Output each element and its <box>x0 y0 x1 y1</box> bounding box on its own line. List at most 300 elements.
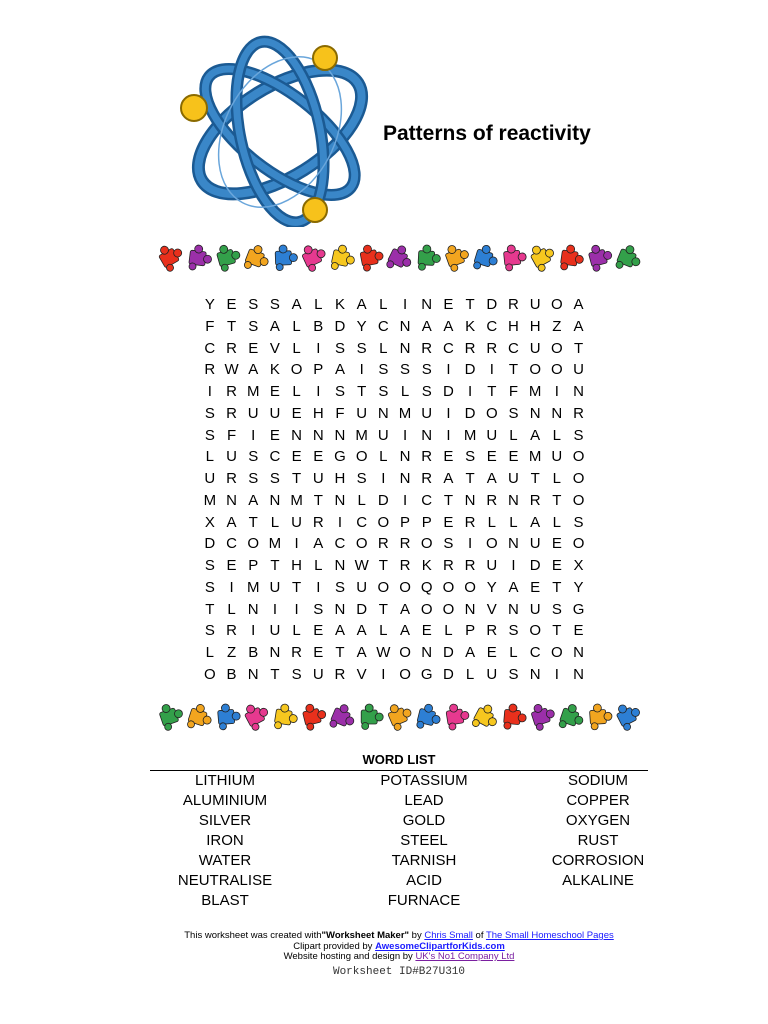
credits-line-3 <box>0 952 768 963</box>
word-list-item: SODIUM <box>568 772 628 789</box>
grid-letter: I <box>294 600 299 618</box>
grid-letter: T <box>508 361 519 379</box>
grid-letter: D <box>529 557 541 574</box>
grid-letter: U <box>421 404 433 422</box>
grid-letter: U <box>529 296 541 313</box>
grid-letter: C <box>334 535 346 553</box>
grid-letter: E <box>421 622 432 640</box>
grid-letter: Y <box>486 578 497 596</box>
grid-letter: Z <box>226 644 237 661</box>
grid-letter: L <box>400 383 410 400</box>
grid-letter: O <box>355 448 368 466</box>
grid-letter: E <box>248 339 259 357</box>
grid-letter: U <box>291 513 303 531</box>
grid-letter: N <box>334 491 346 509</box>
credits-text: of <box>472 930 486 941</box>
grid-letter: O <box>377 513 390 531</box>
grid-letter: L <box>379 448 388 466</box>
grid-letter: A <box>356 296 367 313</box>
grid-letter: K <box>421 557 432 574</box>
grid-letter: R <box>573 404 584 422</box>
grid-letter: E <box>313 622 324 640</box>
grid-letter: N <box>377 404 389 422</box>
grid-letter: D <box>442 644 454 661</box>
grid-letter: S <box>269 296 280 313</box>
grid-letter: E <box>443 296 454 313</box>
grid-letter: S <box>248 470 259 487</box>
grid-letter: L <box>509 644 518 661</box>
grid-letter: I <box>554 383 559 400</box>
puzzle-piece-icon <box>472 243 500 274</box>
grid-letter: O <box>399 644 411 661</box>
grid-letter: L <box>292 339 301 357</box>
grid-letter: U <box>486 665 498 683</box>
grid-letter: S <box>248 448 259 466</box>
grid-letter: R <box>464 339 476 357</box>
grid-letter: L <box>379 339 388 357</box>
grid-letter: A <box>443 317 454 335</box>
word-list-column-2 <box>349 771 499 911</box>
grid-letter: L <box>314 557 323 574</box>
grid-letter: Q <box>420 578 433 596</box>
grid-letter: D <box>464 361 476 379</box>
grid-letter: L <box>444 622 453 640</box>
grid-letter: I <box>294 535 299 553</box>
word-list-item: ACID <box>406 872 442 889</box>
grid-letter: N <box>226 491 237 509</box>
grid-letter: O <box>420 600 433 618</box>
puzzle-piece-icon <box>361 704 383 730</box>
grid-letter: I <box>402 296 408 313</box>
grid-letter: L <box>487 513 496 531</box>
word-list-column-1 <box>150 771 300 911</box>
grid-letter: O <box>464 578 476 596</box>
grid-letter: I <box>489 361 494 379</box>
grid-letter: L <box>509 426 518 444</box>
grid-letter: O <box>204 665 216 683</box>
grid-letter: S <box>204 578 215 596</box>
grid-letter: A <box>573 296 584 313</box>
puzzle-piece-icon <box>275 245 298 271</box>
puzzle-piece-icon <box>385 700 415 732</box>
grid-letter: N <box>399 448 411 466</box>
grid-letter: A <box>530 513 541 531</box>
grid-letter: T <box>530 470 540 487</box>
puzzle-piece-icon <box>156 241 188 273</box>
puzzle-border-bottom <box>155 700 645 734</box>
grid-letter: Y <box>573 578 584 596</box>
grid-letter: I <box>381 665 386 683</box>
grid-letter: I <box>337 513 343 531</box>
word-list-column-3 <box>523 771 673 891</box>
word-list-item: ALUMINIUM <box>182 792 268 809</box>
grid-letter: E <box>269 426 280 444</box>
grid-letter: S <box>356 339 367 357</box>
grid-letter: O <box>485 535 498 553</box>
grid-letter: R <box>399 557 411 574</box>
puzzle-piece-icon <box>529 700 558 731</box>
grid-letter: H <box>529 317 541 335</box>
puzzle-piece-icon <box>217 703 241 730</box>
grid-letter: M <box>398 404 412 422</box>
puzzle-piece-icon <box>274 703 300 732</box>
grid-letter: E <box>443 448 454 466</box>
grid-letter: P <box>313 361 324 379</box>
grid-letter: L <box>357 491 366 509</box>
word-list-item: COPPER <box>566 792 630 809</box>
grid-letter: S <box>465 448 476 466</box>
puzzle-piece-icon <box>558 702 587 733</box>
grid-letter: U <box>204 470 216 487</box>
grid-letter: O <box>572 470 585 487</box>
grid-letter: S <box>421 361 432 379</box>
grid-letter: E <box>313 644 324 661</box>
grid-letter: V <box>356 665 367 683</box>
grid-letter: T <box>378 557 388 574</box>
grid-letter: L <box>379 296 388 313</box>
puzzle-piece-icon <box>385 243 416 275</box>
word-list-item: LITHIUM <box>195 772 255 789</box>
grid-letter: L <box>552 470 562 487</box>
credits-text: Clipart provided by <box>293 940 376 952</box>
grid-letter: W <box>224 361 239 379</box>
grid-letter: H <box>291 557 303 574</box>
grid-letter: T <box>292 578 302 596</box>
grid-letter: O <box>572 448 585 466</box>
puzzle-piece-icon <box>330 244 357 274</box>
grid-letter: N <box>291 426 303 444</box>
grid-letter: A <box>400 600 411 618</box>
puzzle-piece-icon <box>215 242 243 273</box>
grid-letter: R <box>312 513 324 531</box>
grid-letter: U <box>269 622 281 640</box>
grid-letter: N <box>399 470 411 487</box>
grid-letter: O <box>529 361 541 379</box>
grid-letter: C <box>356 513 368 531</box>
credits-text: by <box>409 930 425 941</box>
grid-letter: R <box>421 339 433 357</box>
grid-letter: U <box>247 404 259 422</box>
grid-letter: U <box>312 665 324 683</box>
grid-letter: A <box>334 622 345 640</box>
grid-letter: U <box>226 448 237 466</box>
grid-letter: A <box>421 317 432 335</box>
puzzle-piece-icon <box>445 702 471 731</box>
grid-letter: S <box>443 535 454 553</box>
grid-letter: O <box>442 578 455 596</box>
puzzle-piece-icon <box>242 700 273 732</box>
grid-letter: L <box>552 426 562 444</box>
word-list-item: NEUTRALISE <box>177 872 273 889</box>
grid-letter: T <box>378 600 388 618</box>
puzzle-piece-icon <box>560 244 585 272</box>
grid-letter: D <box>442 665 454 683</box>
grid-letter: L <box>292 622 301 640</box>
grid-letter: I <box>402 491 408 509</box>
grid-letter: N <box>399 339 411 357</box>
grid-letter: C <box>529 644 541 661</box>
homeschool-pages-link[interactable]: The Small Homeschool Pages <box>485 930 614 941</box>
grid-letter: O <box>247 535 260 553</box>
puzzle-piece-icon <box>299 241 330 273</box>
grid-letter: U <box>486 557 498 574</box>
grid-letter: L <box>509 513 518 531</box>
grid-letter: R <box>226 470 237 487</box>
word-list-heading: WORD LIST <box>362 752 436 767</box>
grid-letter: T <box>552 578 562 596</box>
grid-letter: E <box>551 535 562 553</box>
grid-letter: T <box>270 557 280 574</box>
grid-letter: R <box>334 665 346 683</box>
grid-letter: A <box>400 622 411 640</box>
grid-letter: A <box>291 296 302 313</box>
grid-letter: S <box>269 470 280 487</box>
grid-letter: R <box>291 644 303 661</box>
grid-letter: P <box>421 513 432 531</box>
grid-letter: L <box>292 317 301 335</box>
grid-letter: V <box>269 339 280 357</box>
grid-letter: M <box>355 426 368 444</box>
grid-letter: A <box>443 470 454 487</box>
grid-letter: R <box>486 622 498 640</box>
grid-letter: O <box>551 644 563 661</box>
grid-letter: A <box>334 361 345 379</box>
grid-letter: S <box>334 383 345 400</box>
grid-letter: R <box>421 470 433 487</box>
grid-letter: P <box>248 557 259 574</box>
grid-letter: Y <box>204 296 215 313</box>
grid-letter: E <box>486 644 497 661</box>
grid-letter: B <box>313 317 324 335</box>
grid-letter: S <box>291 665 302 683</box>
grid-letter: S <box>400 361 411 379</box>
grid-letter: U <box>377 426 389 444</box>
grid-letter: O <box>420 535 433 553</box>
grid-letter: T <box>335 644 345 661</box>
grid-letter: U <box>573 361 584 379</box>
grid-letter: M <box>290 491 303 509</box>
grid-letter: T <box>248 513 258 531</box>
grid-letter: A <box>226 513 237 531</box>
grid-letter: D <box>334 317 346 335</box>
puzzle-piece-icon <box>503 703 527 730</box>
author-link[interactable]: Chris Small <box>424 930 473 941</box>
clipart-link[interactable]: AwesomeClipartforKids.com <box>375 940 505 952</box>
grid-letter: T <box>465 296 475 313</box>
grid-letter: S <box>551 600 562 618</box>
grid-letter: R <box>464 557 476 574</box>
grid-letter: F <box>335 404 345 422</box>
word-list-item: TARNISH <box>391 852 457 869</box>
grid-letter: I <box>402 426 408 444</box>
grid-letter: T <box>552 491 562 509</box>
grid-letter: L <box>292 383 301 400</box>
word-list-item: BLAST <box>201 892 249 909</box>
grid-letter: L <box>205 644 215 661</box>
grid-letter: I <box>316 383 321 400</box>
credits-text: This worksheet was created with <box>184 930 322 941</box>
grid-letter: M <box>246 578 260 596</box>
grid-letter: Y <box>356 317 367 335</box>
grid-letter: R <box>442 557 454 574</box>
grid-letter: F <box>205 317 215 335</box>
grid-letter: F <box>508 383 519 400</box>
word-list-item: IRON <box>206 832 244 849</box>
grid-letter: O <box>551 361 563 379</box>
grid-letter: S <box>573 426 584 444</box>
puzzle-piece-icon <box>301 701 329 731</box>
grid-letter: R <box>226 404 237 422</box>
grid-letter: N <box>269 644 281 661</box>
puzzle-piece-icon <box>443 241 472 272</box>
grid-letter: C <box>226 535 237 553</box>
grid-letter: N <box>421 644 433 661</box>
grid-letter: I <box>446 426 451 444</box>
grid-letter: S <box>356 470 367 487</box>
grid-letter: U <box>529 600 541 618</box>
grid-letter: E <box>551 557 562 574</box>
grid-letter: N <box>573 644 584 661</box>
grid-letter: I <box>554 665 559 683</box>
grid-letter: N <box>464 600 476 618</box>
grid-letter: M <box>528 448 542 466</box>
grid-letter: I <box>511 557 516 574</box>
grid-letter: C <box>269 448 281 466</box>
grid-letter: R <box>421 448 433 466</box>
grid-letter: S <box>508 622 519 640</box>
grid-letter: E <box>573 622 584 640</box>
grid-letter: R <box>204 361 216 379</box>
grid-letter: P <box>465 622 476 640</box>
grid-letter: N <box>508 535 519 553</box>
grid-letter: K <box>269 361 280 379</box>
grid-letter: M <box>246 383 260 400</box>
grid-letter: L <box>227 600 236 618</box>
grid-letter: C <box>508 339 519 357</box>
grid-letter: T <box>292 470 302 487</box>
grid-letter: I <box>446 361 451 379</box>
grid-letter: B <box>226 665 237 683</box>
grid-letter: E <box>291 404 302 422</box>
grid-letter: S <box>334 578 345 596</box>
word-list-item: LEAD <box>404 792 444 809</box>
word-list-item: SILVER <box>198 812 252 829</box>
grid-letter: R <box>399 535 411 553</box>
grid-letter: S <box>378 383 389 400</box>
grid-letter: N <box>529 404 541 422</box>
grid-letter: A <box>313 535 324 553</box>
grid-letter: O <box>399 665 411 683</box>
grid-letter: I <box>316 339 321 357</box>
worksheet-maker-label: "Worksheet Maker" <box>321 930 410 941</box>
grid-letter: I <box>446 404 451 422</box>
word-list-item: WATER <box>198 852 252 869</box>
grid-letter: T <box>313 491 323 509</box>
word-list-item: RUST <box>577 832 619 849</box>
grid-letter: N <box>508 600 519 618</box>
grid-letter: N <box>269 491 281 509</box>
grid-letter: E <box>486 448 497 466</box>
word-list-item: OXYGEN <box>565 812 631 829</box>
puzzle-piece-icon <box>614 700 645 732</box>
word-search-grid <box>199 294 589 686</box>
grid-letter: O <box>377 578 390 596</box>
grid-letter: R <box>226 622 237 640</box>
grid-letter: T <box>226 317 237 335</box>
grid-letter: N <box>334 557 346 574</box>
credits-text: Website hosting and design by <box>283 951 416 962</box>
grid-letter: A <box>530 426 541 444</box>
puzzle-piece-icon <box>589 703 613 730</box>
grid-letter: X <box>573 557 584 574</box>
grid-letter: N <box>551 404 563 422</box>
grid-letter: O <box>529 622 541 640</box>
grid-letter: A <box>486 470 497 487</box>
grid-letter: N <box>334 426 346 444</box>
word-list-item: GOLD <box>402 812 446 829</box>
hosting-link[interactable]: UK's No1 Company Ltd <box>415 951 515 962</box>
grid-letter: I <box>316 578 321 596</box>
grid-letter: G <box>420 665 433 683</box>
grid-letter: U <box>508 470 519 487</box>
grid-letter: S <box>204 622 215 640</box>
puzzle-piece-icon <box>418 245 441 272</box>
word-list-item: FURNACE <box>387 892 461 909</box>
grid-letter: O <box>485 404 498 422</box>
grid-letter: M <box>203 491 217 509</box>
grid-letter: O <box>442 600 455 618</box>
grid-letter: A <box>508 578 519 596</box>
grid-letter: N <box>399 317 411 335</box>
grid-letter: I <box>468 383 473 400</box>
puzzle-border-top <box>155 241 645 275</box>
grid-letter: E <box>269 383 280 400</box>
grid-letter: N <box>508 491 519 509</box>
grid-letter: T <box>552 622 562 640</box>
puzzle-piece-icon <box>614 243 644 275</box>
grid-letter: O <box>355 535 368 553</box>
grid-letter: R <box>377 535 389 553</box>
grid-letter: T <box>487 383 497 400</box>
grid-letter: U <box>356 404 368 422</box>
grid-letter: C <box>377 317 389 335</box>
grid-letter: S <box>421 383 432 400</box>
grid-letter: A <box>465 644 476 661</box>
atom-icon <box>175 32 385 227</box>
grid-letter: T <box>573 339 584 357</box>
grid-letter: S <box>378 361 389 379</box>
grid-letter: H <box>334 470 346 487</box>
puzzle-piece-icon <box>503 244 528 272</box>
grid-letter: M <box>528 383 542 400</box>
grid-letter: S <box>204 557 215 574</box>
grid-letter: A <box>356 622 367 640</box>
grid-letter: I <box>381 470 386 487</box>
grid-letter: S <box>508 404 519 422</box>
grid-letter: N <box>421 296 433 313</box>
grid-letter: D <box>356 600 368 618</box>
credits <box>0 931 768 963</box>
grid-letter: N <box>334 600 346 618</box>
grid-letter: A <box>248 361 259 379</box>
grid-letter: T <box>443 491 453 509</box>
grid-letter: Z <box>552 317 562 335</box>
grid-letter: N <box>421 426 433 444</box>
grid-letter: L <box>205 448 215 466</box>
grid-letter: K <box>334 296 345 313</box>
grid-letter: U <box>529 339 541 357</box>
grid-letter: O <box>290 361 303 379</box>
